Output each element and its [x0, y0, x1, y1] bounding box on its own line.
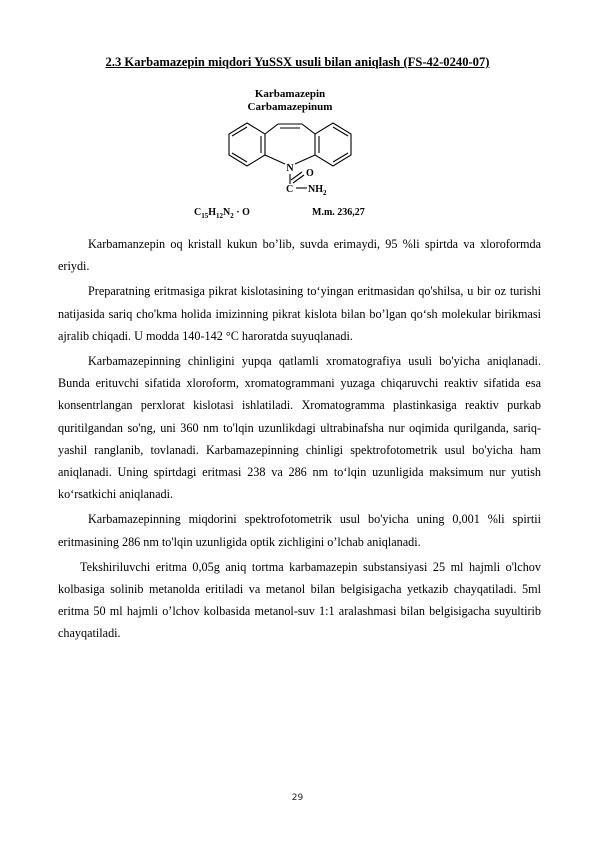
compound-name-latin: Carbamazepinum: [247, 101, 333, 113]
paragraph-assay-method: Karbamazepinning miqdorini spektrofotometrik usul bo'yicha uning 0,001 %li spirtii eritmasining 286 nm to'lqin uzunligida optik zichligini o’lchab aniqlanadi.: [58, 512, 541, 549]
paragraph-solubility: Karbamanzepin oq kristall kukun bo’lib, suvda erimaydi, 95 %li spirtda va xloroformda eriydi.: [58, 237, 541, 274]
page-number: 29: [291, 793, 304, 803]
compound-name-uz: Karbamazepin: [254, 88, 326, 100]
benzene-ring-left: [229, 123, 265, 166]
paragraph-picric-acid-test: Preparatning eritmasiga pikrat kislotasining to‘yingan eritmasidan qo'shilsa, u bir oz turishi natijasida sariq cho'kma holida imizinning pikrat kislota bilan bo’lgan qo‘sh molekular birikmasi ajralib chiqadi. U modda 140-142 °C haroratda suyuqlanadi.: [58, 284, 541, 343]
paragraph-identity-tlc: Karbamazepinning chinligini yupqa qatlamli xromatografiya usuli bo'yicha aniqlanadi. Bunda erituvchi sifatida xloroform, xromatogrammani yuzaga chiqaruvchi reaktiv sifatida esa konsentrlangan perxlorat kislotasi ishlatiladi. Xromatogramma plastinkasiga reaktiv purkab quritilgandan so'ng, uni 360 nm to'lqin uzunlikdagi ultrabinafsha nur oqimida qurilganda, sariq-yashil ranglanib, tovlanadi. Karbamazepinning chinligi spektrofotometrik usul bo'yicha ham aniqlanadi. Uning spirtdagi eritmasi 238 va 286 nm to‘lqin uzunligida maksimum nur yutish ko‘rsatkichi aniqlanadi.: [58, 354, 541, 502]
section-heading: 2.3 Karbamazepin miqdori YuSSX usuli bilan aniqlash (FS-42-0240-07): [105, 55, 490, 69]
benzene-ring-right: [315, 123, 351, 166]
carbamazepine-structure-figure: [180, 84, 420, 224]
atom-n-label: N: [286, 163, 294, 174]
paragraph-test-solution: Tekshiriluvchi eritma 0,05g aniq tortma karbamazepin substansiyasi 25 ml hajmli o'lchov kolbasiga solinib metanolda eritiladi va metanol bilan belgisigacha yetkazib chayqatiladi. 5ml eritma 50 ml hajmli o’lchov kolbasida metanol-suv 1:1 aralashmasi bilan belgisigacha suyultirib chayqatiladi.: [58, 559, 541, 641]
amino-group-label: $NH_2$: [308, 184, 327, 197]
atom-c-label: C: [286, 184, 294, 195]
molar-mass: M.m. 236,27: [312, 207, 365, 218]
atom-o-label: O: [306, 168, 314, 179]
body-text: [58, 233, 541, 648]
molecular-formula: $C_{15}H_{12}N_2 \cdot O$: [194, 207, 250, 220]
azepine-ring: [265, 124, 315, 164]
